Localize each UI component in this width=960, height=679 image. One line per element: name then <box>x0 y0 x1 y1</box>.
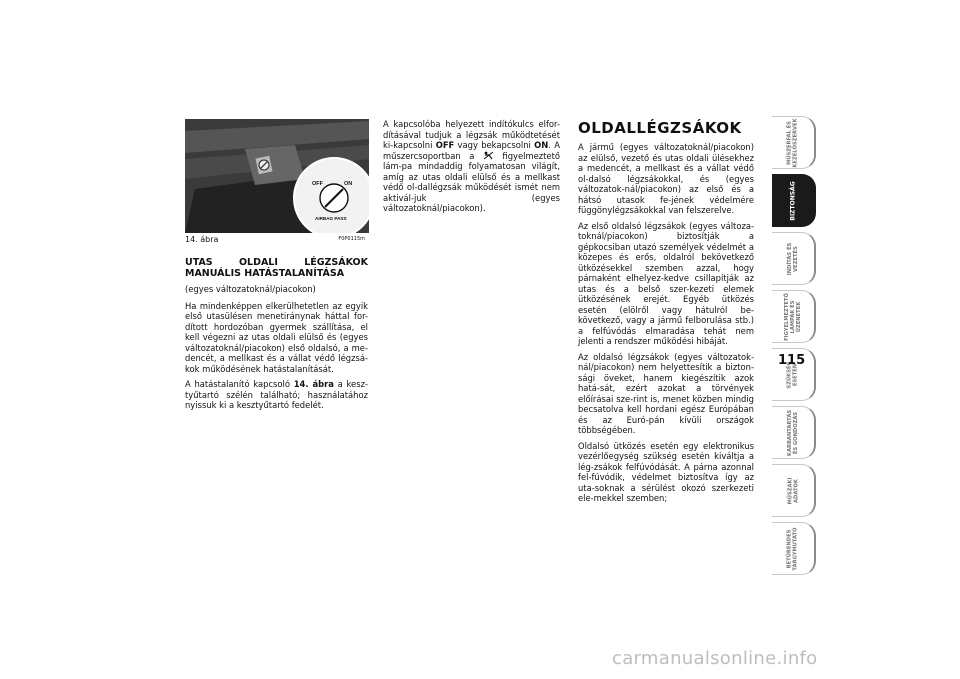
figure-code: F0P0115m <box>338 236 365 242</box>
figure-14-image <box>185 119 369 233</box>
tab-emergency[interactable]: SZÜKSÉG ESETÉN <box>772 348 816 401</box>
figure-caption-text: 14. ábra <box>185 235 219 244</box>
paragraph: Ha mindenképpen elkerülhetetlen az egyik első utasülésen menetiránynak háttal for-dított hordozóban gyermek szállítása, el kell végezni az utas oldali elülső és (egyes változatoknál/piacokon) első oldalsó, a me-dencét, a mellkast és a vállat védő légzsá-kok működésének hatástalanítását. <box>185 300 368 374</box>
column-3 <box>578 119 754 509</box>
tab-technical-data[interactable]: MŰSZAKI ADATOK <box>772 464 816 517</box>
paragraph: Az oldalsó légzsákok (egyes változatok-nál/piacokon) nem helyettesítik a bizton-sági öveket, hanem kiegészítik azok hatá-sát, ezért azokat a törvények előírásai sze-rint is, menet közben mindig becsatolva kell hordani egész Európában és az Euró-pán kívüli országok többségében. <box>578 351 754 435</box>
paragraph: Az első oldalsó légzsákok (egyes változa-toknál/piacokon) biztosítják a gépkocsiban utazó személyek védelmét a közepes és erős, oldalról bekövetkező ütközésekkel szemben azzal, hogy párnaként elhelyez-kedve csillapítják az utas és a belső szer-kezeti elemek ütközésének erejét. Egyéb ütközés esetén (elölről vagy hátulról be-következő, vagy a jármű felborulása stb.) a felfúvódás elmaradása tehát nem jelenti a rendszer működési hibáját. <box>578 220 754 346</box>
paragraph: A hatástalanító kapcsoló 14. ábra a kesz-tyűtartó szélén található; használatához nyissuk ki a kesztyűtartó fedelét. <box>185 379 368 410</box>
section-heading-side-airbags: OLDALLÉGZSÁKOK <box>578 119 742 137</box>
figure-label-on: ON <box>344 181 353 187</box>
column-2 <box>383 119 560 219</box>
section-heading-manual-deactivation: UTAS OLDALI LÉGZSÁKOK MANUÁLIS HATÁSTALANÍTÁSA <box>185 257 368 279</box>
column-1 <box>185 258 368 416</box>
paragraph: A jármű (egyes változatoknál/piacokon) az elülső, vezető és utas oldali ülésekhez a medencét, a mellkast és a vállat védő ol-dalsó légzsákokkal, és (egyes változatok-nál/piacokon) az első és a hátsó utasok fe-jének védelmére függönylégzsákokkal van felszerelve. <box>578 142 754 215</box>
airbag-off-warning-icon <box>483 151 494 160</box>
tab-safety[interactable]: BIZTONSÁG <box>772 174 816 227</box>
tab-instrument-panel[interactable]: MŰSZERFAL ÉS KEZELŐSZERVEK <box>772 116 816 169</box>
figure-label-airbag: AIRBAG PASS <box>315 216 347 221</box>
watermark: carmanualsonline.info <box>612 648 818 669</box>
section-subheading: (egyes változatoknál/piacokon) <box>185 284 316 294</box>
figure-label-off: OFF <box>312 181 323 187</box>
paragraph: Oldalsó ütközés esetén egy elektronikus vezérlőegység szükség esetén kiváltja a lég-zsákok felfúvódását. A párna azonnal fel-fúvódik, védelmet biztosítva így az uta-soknak a sérülést okozó szerkezeti ele-mekkel szemben; <box>578 440 754 503</box>
tab-index[interactable]: BETŰRENDES TÁRGYMUTATÓ <box>772 522 816 575</box>
paragraph: A kapcsolóba helyezett indítókulcs elfor-dításával tudjuk a légzsák működtetését ki-kapcsolni OFF vagy bekapcsolni ON. A műszercsoportban a figyelmeztető lám-pa mindaddig folyamatosan világít, amíg az utas oldali elülső és a mellkast védő ol-dallégzsák működését ismét nem aktivál-juk (egyes változatoknál/piacokon). <box>383 119 560 213</box>
tab-warning-lights[interactable]: FIGYELMEZTETŐ LÁMPÁK ÉS ÜZENETEK <box>772 290 816 343</box>
tab-maintenance[interactable]: KARBANTARTÁS ÉS GONDOZÁS <box>772 406 816 459</box>
page-number: 115 <box>778 353 806 368</box>
tab-starting-driving[interactable]: INDÍTÁS ÉS VEZETÉS <box>772 232 816 285</box>
